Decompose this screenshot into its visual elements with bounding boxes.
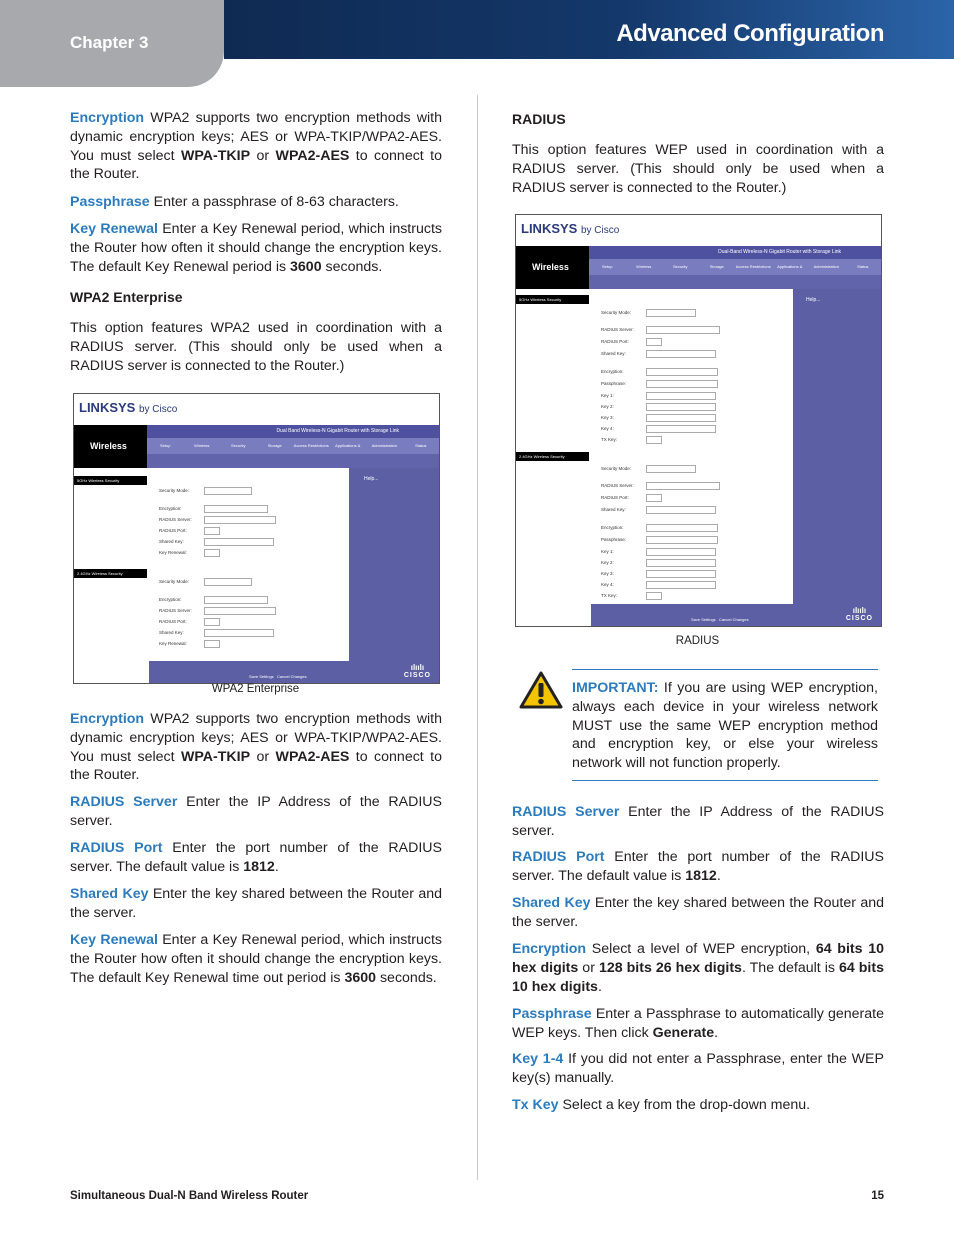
- tab-apps[interactable]: Applications &: [335, 443, 361, 448]
- text: Enter a Key Renewal period, which instructs the Router how often it should change the encryption keys. The default Key Renewal time out period is: [70, 932, 442, 986]
- screen-help-pane: [796, 289, 881, 604]
- warning-icon: [518, 670, 564, 710]
- help-link[interactable]: Help...: [806, 297, 821, 303]
- term-encryption: Encryption: [70, 110, 145, 126]
- shared-key-input[interactable]: [204, 538, 274, 546]
- key-renewal-input[interactable]: [204, 640, 220, 648]
- row-label: Security Mode:: [601, 310, 632, 315]
- chapter-tab: [0, 0, 224, 87]
- term-encryption: Encryption: [70, 711, 145, 727]
- column-divider: [477, 95, 478, 1180]
- term-key-renewal: Key Renewal: [70, 221, 158, 237]
- row-label: Key 3:: [601, 571, 614, 576]
- text: or: [250, 748, 276, 765]
- tab-wireless[interactable]: Wireless: [636, 264, 652, 269]
- product-name: Dual-Band Wireless-N Gigabit Router with Storage Link: [589, 246, 881, 259]
- text: Select a level of WEP encryption,: [586, 941, 816, 957]
- bold: 128 bits 26 hex digits: [598, 959, 742, 976]
- radius-port-input[interactable]: [204, 618, 220, 626]
- bold: 3600: [290, 258, 322, 275]
- wpa2-intro: This option features WPA2 used in coordination with a RADIUS server. (This should only be used when a RADIUS server is connected to the Router.): [70, 320, 442, 374]
- bold: 64 bits 10 hex digits: [512, 941, 884, 976]
- radius-heading: RADIUS: [512, 111, 566, 127]
- tab-storage[interactable]: Storage: [267, 443, 282, 448]
- logo-text: LINKSYS: [521, 221, 578, 236]
- row-label: Security Mode:: [601, 466, 632, 471]
- important-label: IMPORTANT:: [572, 680, 659, 696]
- screen-subtabs: [589, 275, 881, 289]
- tab-access[interactable]: Access Restrictions: [293, 443, 329, 448]
- row-label: Key Renewal:: [159, 641, 187, 646]
- radius-server-paragraph-left: [70, 793, 442, 831]
- screen-tabs: [589, 259, 881, 275]
- bold: WPA-TKIP: [181, 748, 251, 765]
- term-radius-port: RADIUS Port: [70, 840, 163, 856]
- term-radius-server: RADIUS Server: [70, 794, 178, 810]
- text: seconds.: [321, 258, 383, 275]
- key-renewal-paragraph-2: [70, 931, 442, 987]
- wpa2-enterprise-heading: WPA2 Enterprise: [70, 289, 183, 305]
- tab-security[interactable]: Security: [231, 443, 246, 448]
- encryption-select[interactable]: [646, 524, 718, 532]
- screen-leftpane: [74, 468, 149, 683]
- page-title: Advanced Configuration: [616, 20, 884, 47]
- tx-key-select[interactable]: [646, 436, 662, 444]
- row-label: Shared Key:: [601, 507, 626, 512]
- radius-intro: This option features WEP used in coordination with a RADIUS server. (This should only be used when a RADIUS server is connected to the Router.): [512, 142, 884, 196]
- text: Enter the IP Address of the RADIUS server.: [70, 794, 442, 829]
- logo-sub: by Cisco: [138, 404, 178, 415]
- encryption-select[interactable]: [204, 505, 268, 513]
- passphrase-paragraph-right: [512, 1005, 884, 1043]
- row-label: RADIUS Port:: [159, 619, 187, 624]
- text: . The default is: [741, 959, 839, 976]
- row-label: RADIUS Port:: [601, 339, 629, 344]
- text: Enter the key shared between the Router and the server.: [70, 886, 442, 921]
- screen-bottom-bar: [149, 661, 439, 683]
- term-passphrase: Passphrase: [70, 194, 150, 210]
- row-label: Security Mode:: [159, 488, 190, 493]
- radius-server-input[interactable]: [646, 482, 720, 490]
- key1-input[interactable]: [646, 548, 716, 556]
- tab-security[interactable]: Security: [673, 264, 688, 269]
- row-label: Key 3:: [601, 415, 614, 420]
- save-settings-button[interactable]: Save Settings: [249, 674, 274, 679]
- term-shared-key: Shared Key: [512, 895, 591, 911]
- radius-port-paragraph-right: [512, 848, 884, 886]
- save-settings-button[interactable]: Save Settings: [691, 617, 716, 622]
- text: Enter the key shared between the Router and the server.: [512, 895, 884, 930]
- text: Enter a Passphrase to automatically generate WEP keys. Then click: [512, 1006, 884, 1041]
- cancel-changes-button[interactable]: Cancel Changes: [719, 617, 749, 622]
- screen-topbar: [516, 215, 881, 246]
- page-number: 15: [871, 1190, 884, 1202]
- important-text: [572, 679, 878, 773]
- row-label: Security Mode:: [159, 579, 190, 584]
- radius-server-input[interactable]: [646, 326, 720, 334]
- term-encryption: Encryption: [512, 941, 587, 957]
- text: .: [597, 978, 602, 995]
- txkey-paragraph: [512, 1096, 884, 1115]
- shared-key-input[interactable]: [204, 629, 274, 637]
- security-mode-select[interactable]: [204, 487, 252, 495]
- shared-key-input[interactable]: [646, 350, 716, 358]
- text: Enter a passphrase of 8-63 characters.: [149, 194, 399, 210]
- text: or: [250, 147, 276, 164]
- text: WPA2 supports two encryption methods with dynamic encryption keys; AES or WPA-TKIP/WPA2-AES. You must select: [70, 711, 442, 765]
- row-label: Passphrase:: [601, 537, 627, 542]
- section-24ghz: 2.4GHz Wireless Security: [74, 569, 147, 578]
- cisco-logo: [404, 663, 431, 679]
- shared-key-paragraph-right: [512, 894, 884, 932]
- key1-input[interactable]: [646, 392, 716, 400]
- tab-setup[interactable]: Setup: [602, 264, 613, 269]
- encryption-select[interactable]: [646, 368, 718, 376]
- bold: WPA2-AES: [275, 147, 350, 164]
- key14-paragraph: [512, 1050, 884, 1088]
- tab-apps[interactable]: Applications &: [777, 264, 803, 269]
- row-label: TX Key:: [601, 593, 618, 598]
- row-label: Key 4:: [601, 426, 614, 431]
- section-5ghz: 5GHz Wireless Security: [516, 295, 589, 304]
- row-label: Passphrase:: [601, 381, 627, 386]
- row-label: RADIUS Server:: [601, 483, 634, 488]
- screen-help-pane: [354, 468, 439, 661]
- linksys-logo: [521, 221, 619, 236]
- row-label: Shared Key:: [159, 539, 184, 544]
- cisco-text: CISCO: [403, 672, 431, 679]
- cisco-bars: ılıılı: [410, 663, 425, 672]
- important-note: [572, 669, 878, 781]
- encryption-select[interactable]: [204, 596, 268, 604]
- radius-port-input[interactable]: [646, 338, 662, 346]
- cancel-changes-button[interactable]: Cancel Changes: [277, 674, 307, 679]
- row-label: Encryption:: [601, 525, 624, 530]
- screen-section-title: [516, 246, 589, 289]
- tab-admin[interactable]: Administration: [371, 443, 397, 448]
- text: Enter a Key Renewal period, which instructs the Router how often it should change the encryption keys. The default Key Renewal period is: [70, 221, 442, 275]
- screen-bottom-bar: [591, 604, 881, 626]
- encryption-paragraph-right: [512, 940, 884, 996]
- tab-status[interactable]: Status: [857, 264, 869, 269]
- row-label: Key 2:: [601, 560, 614, 565]
- help-link[interactable]: Help...: [364, 476, 379, 482]
- row-label: Encryption:: [159, 597, 182, 602]
- row-label: Shared Key:: [159, 630, 184, 635]
- wpa2-enterprise-screenshot: [73, 393, 440, 684]
- key-renewal-paragraph-1: [70, 220, 442, 276]
- shared-key-input[interactable]: [646, 506, 716, 514]
- row-label: RADIUS Port:: [159, 528, 187, 533]
- screen-subtabs: [147, 454, 439, 468]
- tab-setup[interactable]: Setup: [160, 443, 171, 448]
- key2-input[interactable]: [646, 403, 716, 411]
- text: If you are using WEP encryption, always each device in your wireless network MUST use the same WEP encryption method and encryption key, or else your wireless network will not function properly.: [572, 680, 878, 772]
- screen-leftpane: [516, 289, 591, 626]
- tx-key-select[interactable]: [646, 592, 662, 600]
- bold: WPA2-AES: [275, 748, 350, 765]
- screen-buttons: [249, 674, 307, 679]
- chapter-label: Chapter 3: [70, 33, 149, 52]
- screen-form: [591, 289, 793, 604]
- screen-nav: [147, 425, 439, 468]
- tab-access[interactable]: Access Restrictions: [735, 264, 771, 269]
- section-24ghz: 2.4GHz Wireless Security: [516, 452, 589, 461]
- security-mode-select[interactable]: [646, 309, 696, 317]
- term-shared-key: Shared Key: [70, 886, 149, 902]
- text: .: [274, 858, 279, 875]
- term-key14: Key 1-4: [512, 1051, 564, 1067]
- radius-port-input[interactable]: [646, 494, 662, 502]
- text: .: [716, 867, 721, 884]
- term-passphrase: Passphrase: [512, 1006, 592, 1022]
- tab-status[interactable]: Status: [415, 443, 427, 448]
- passphrase-input[interactable]: [646, 536, 718, 544]
- row-label: Key 1:: [601, 393, 614, 398]
- text: Select a key from the drop-down menu.: [558, 1097, 811, 1113]
- header-bar: [224, 0, 954, 59]
- key4-input[interactable]: [646, 581, 716, 589]
- bold: 64 bits 10 hex digits: [512, 959, 884, 995]
- term-radius-port: RADIUS Port: [512, 849, 605, 865]
- radius-server-input[interactable]: [204, 516, 276, 524]
- passphrase-input[interactable]: [646, 380, 718, 388]
- term-tx-key: Tx Key: [512, 1097, 559, 1113]
- tab-wireless[interactable]: Wireless: [194, 443, 210, 448]
- bold: WPA-TKIP: [181, 147, 251, 164]
- screen-topbar: [74, 394, 439, 425]
- text: to connect to the Router.: [70, 147, 442, 183]
- screen-buttons: [691, 617, 749, 622]
- screen-tabs: [147, 438, 439, 454]
- bold: Generate: [652, 1024, 715, 1041]
- radius-screenshot: [515, 214, 882, 627]
- section-5ghz: 5GHz Wireless Security: [74, 476, 147, 485]
- row-label: Key Renewal:: [159, 550, 187, 555]
- linksys-logo: [79, 400, 177, 415]
- key2-input[interactable]: [646, 559, 716, 567]
- security-mode-select[interactable]: [204, 578, 252, 586]
- section-title: Wireless: [532, 262, 569, 272]
- term-radius-server: RADIUS Server: [512, 804, 620, 820]
- text: .: [714, 1024, 719, 1041]
- bold: 1812: [685, 867, 717, 884]
- passphrase-paragraph-1: [70, 193, 442, 212]
- section-title: Wireless: [90, 441, 127, 451]
- radius-port-paragraph-left: [70, 839, 442, 877]
- text: Enter the port number of the RADIUS server. The default value is: [70, 840, 442, 875]
- key-renewal-input[interactable]: [204, 549, 220, 557]
- key3-input[interactable]: [646, 414, 716, 422]
- row-label: RADIUS Server:: [159, 517, 192, 522]
- shared-key-paragraph-left: [70, 885, 442, 923]
- screen-section-title: [74, 425, 147, 468]
- cisco-bars: ılıılı: [852, 606, 867, 615]
- product-name: Dual Band Wireless-N Gigabit Router with Storage Link: [147, 425, 439, 438]
- row-label: Encryption:: [601, 369, 624, 374]
- row-label: RADIUS Server:: [159, 608, 192, 613]
- bold: 1812: [243, 858, 275, 875]
- row-label: RADIUS Server:: [601, 327, 634, 332]
- figure-caption-radius: RADIUS: [675, 635, 720, 647]
- row-label: RADIUS Port:: [601, 495, 629, 500]
- cisco-logo: [846, 606, 873, 622]
- key4-input[interactable]: [646, 425, 716, 433]
- text: to connect to the Router.: [70, 748, 442, 784]
- text: or: [578, 959, 599, 976]
- row-label: Key 2:: [601, 404, 614, 409]
- tab-storage[interactable]: Storage: [709, 264, 724, 269]
- row-label: TX Key:: [601, 437, 618, 442]
- screen-nav: [589, 246, 881, 289]
- row-label: Key 1:: [601, 549, 614, 554]
- bold: 3600: [344, 969, 377, 986]
- encryption-paragraph-2: [70, 710, 442, 785]
- key3-input[interactable]: [646, 570, 716, 578]
- radius-server-input[interactable]: [204, 607, 276, 615]
- screen-form: [149, 468, 349, 661]
- encryption-paragraph-1: [70, 109, 442, 184]
- cisco-text: CISCO: [845, 615, 873, 622]
- row-label: Shared Key:: [601, 351, 626, 356]
- row-label: Key 4:: [601, 582, 614, 587]
- row-label: Encryption:: [159, 506, 182, 511]
- text: If you did not enter a Passphrase, enter the WEP key(s) manually.: [512, 1051, 884, 1086]
- logo-sub: by Cisco: [580, 225, 620, 236]
- security-mode-select[interactable]: [646, 465, 696, 473]
- text: Enter the port number of the RADIUS server. The default value is: [512, 849, 884, 884]
- text: seconds.: [376, 969, 437, 986]
- radius-port-input[interactable]: [204, 527, 220, 535]
- text: WPA2 supports two encryption methods with dynamic encryption keys; AES or WPA-TKIP/WPA2-AES. You must select: [70, 110, 442, 164]
- tab-admin[interactable]: Administration: [813, 264, 839, 269]
- figure-caption-wpa2: WPA2 Enterprise: [211, 683, 300, 695]
- logo-text: LINKSYS: [79, 400, 136, 415]
- radius-server-paragraph-right: [512, 803, 884, 841]
- footer-product: Simultaneous Dual-N Band Wireless Router: [70, 1190, 309, 1202]
- term-key-renewal: Key Renewal: [70, 932, 158, 948]
- text: Enter the IP Address of the RADIUS server.: [512, 804, 884, 839]
